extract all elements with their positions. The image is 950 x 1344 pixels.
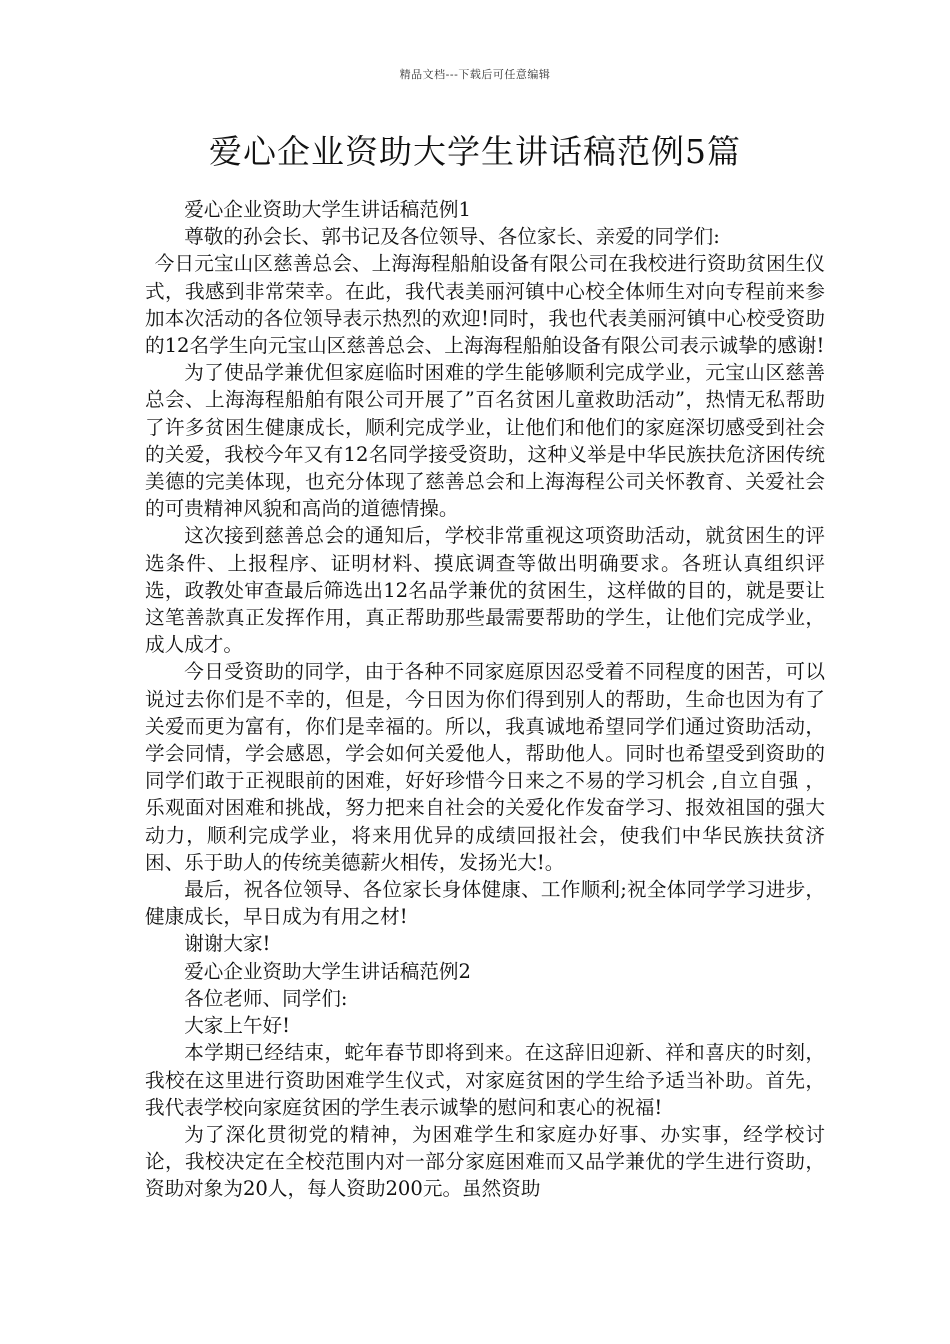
paragraph: 为了使品学兼优但家庭临时困难的学生能够顺利完成学业，元宝山区慈善总会、上海海程船舶有限公司开展了”百名贫困儿童救助活动”，热情无私帮助了许多贫困生健康成长，顺利完成学业，让他们和他们的家庭深切感受到社会的关爱，我校今年又有12名同学接受资助，这种义举是中华民族扶危济困传统美德的完美体现，也充分体现了慈善总会和上海海程公司关怀教育、关爱社会的可贵精神风貌和高尚的道德情操。 [145,361,825,521]
paragraph: 为了深化贯彻党的精神，为困难学生和家庭办好事、办实事，经学校讨论，我校决定在全校范围内对一部分家庭困难而又品学兼优的学生进行资助，资助对象为20人，每人资助200元。虽然资助 [145,1122,825,1201]
paragraph: 谢谢大家! [184,932,271,956]
paragraph: 今日元宝山区慈善总会、上海海程船舶设备有限公司在我校进行资助贫困生仪式，我感到非常荣幸。在此，我代表美丽河镇中心校全体师生对向专程前来参加本次活动的各位领导表示热烈的欢迎!同时，我也代表美丽河镇中心校受资助的12名学生向元宝山区慈善总会、上海海程船舶设备有限公司表示诚挚的感谢! [145,252,825,358]
header-note: 精品文档---下载后可任意编辑 [399,68,551,81]
section-heading: 爱心企业资助大学生讲话稿范例2 [184,959,471,983]
salutation: 尊敬的孙会长、郭书记及各位领导、各位家长、亲爱的同学们: [184,225,720,249]
paragraph: 今日受资助的同学，由于各种不同家庭原因忍受着不同程度的困苦，可以说过去你们是不幸的，但是，今日因为你们得到别人的帮助，生命也因为有了关爱而更为富有，你们是幸福的。所以，我真诚地希望同学们通过资助活动，学会同情，学会感恩，学会如何关爱他人，帮助他人。同时也希望受到资助的同学们敢于正视眼前的困难，好好珍惜今日来之不易的学习机会 ,自立自强 ，乐观面对困难和挑战，努力把来自社会的关爱化作发奋学习、报效祖国的强大动力，顺利完成学业，将来用优异的成绩回报社会，使我们中华民族扶贫济困、乐于助人的传统美德薪火相传，发扬光大!。 [145,660,825,874]
document-body [145,196,825,1203]
salutation: 各位老师、同学们: [184,986,348,1010]
paragraph: 本学期已经结束，蛇年春节即将到来。在这辞旧迎新、祥和喜庆的时刻，我校在这里进行资助困难学生仪式，对家庭贫困的学生给予适当补助。首先，我代表学校向家庭贫困的学生表示诚挚的慰问和衷心的祝福! [145,1041,825,1119]
paragraph: 大家上午好! [184,1014,291,1038]
document-title: 爱心企业资助大学生讲话稿范例5篇 [209,132,741,171]
paragraph: 最后，祝各位领导、各位家长身体健康、工作顺利;祝全体同学学习进步，健康成长，早日成为有用之材! [145,878,825,929]
paragraph: 这次接到慈善总会的通知后，学校非常重视这项资助活动，就贫困生的评选条件、上报程序、证明材料、摸底调查等做出明确要求。各班认真组织评选，政教处审查最后筛选出12名品学兼优的贫困生，这样做的目的，就是要让这笔善款真正发挥作用，真正帮助那些最需要帮助的学生，让他们完成学业，成人成才。 [145,524,825,657]
section-heading: 爱心企业资助大学生讲话稿范例1 [184,198,471,221]
